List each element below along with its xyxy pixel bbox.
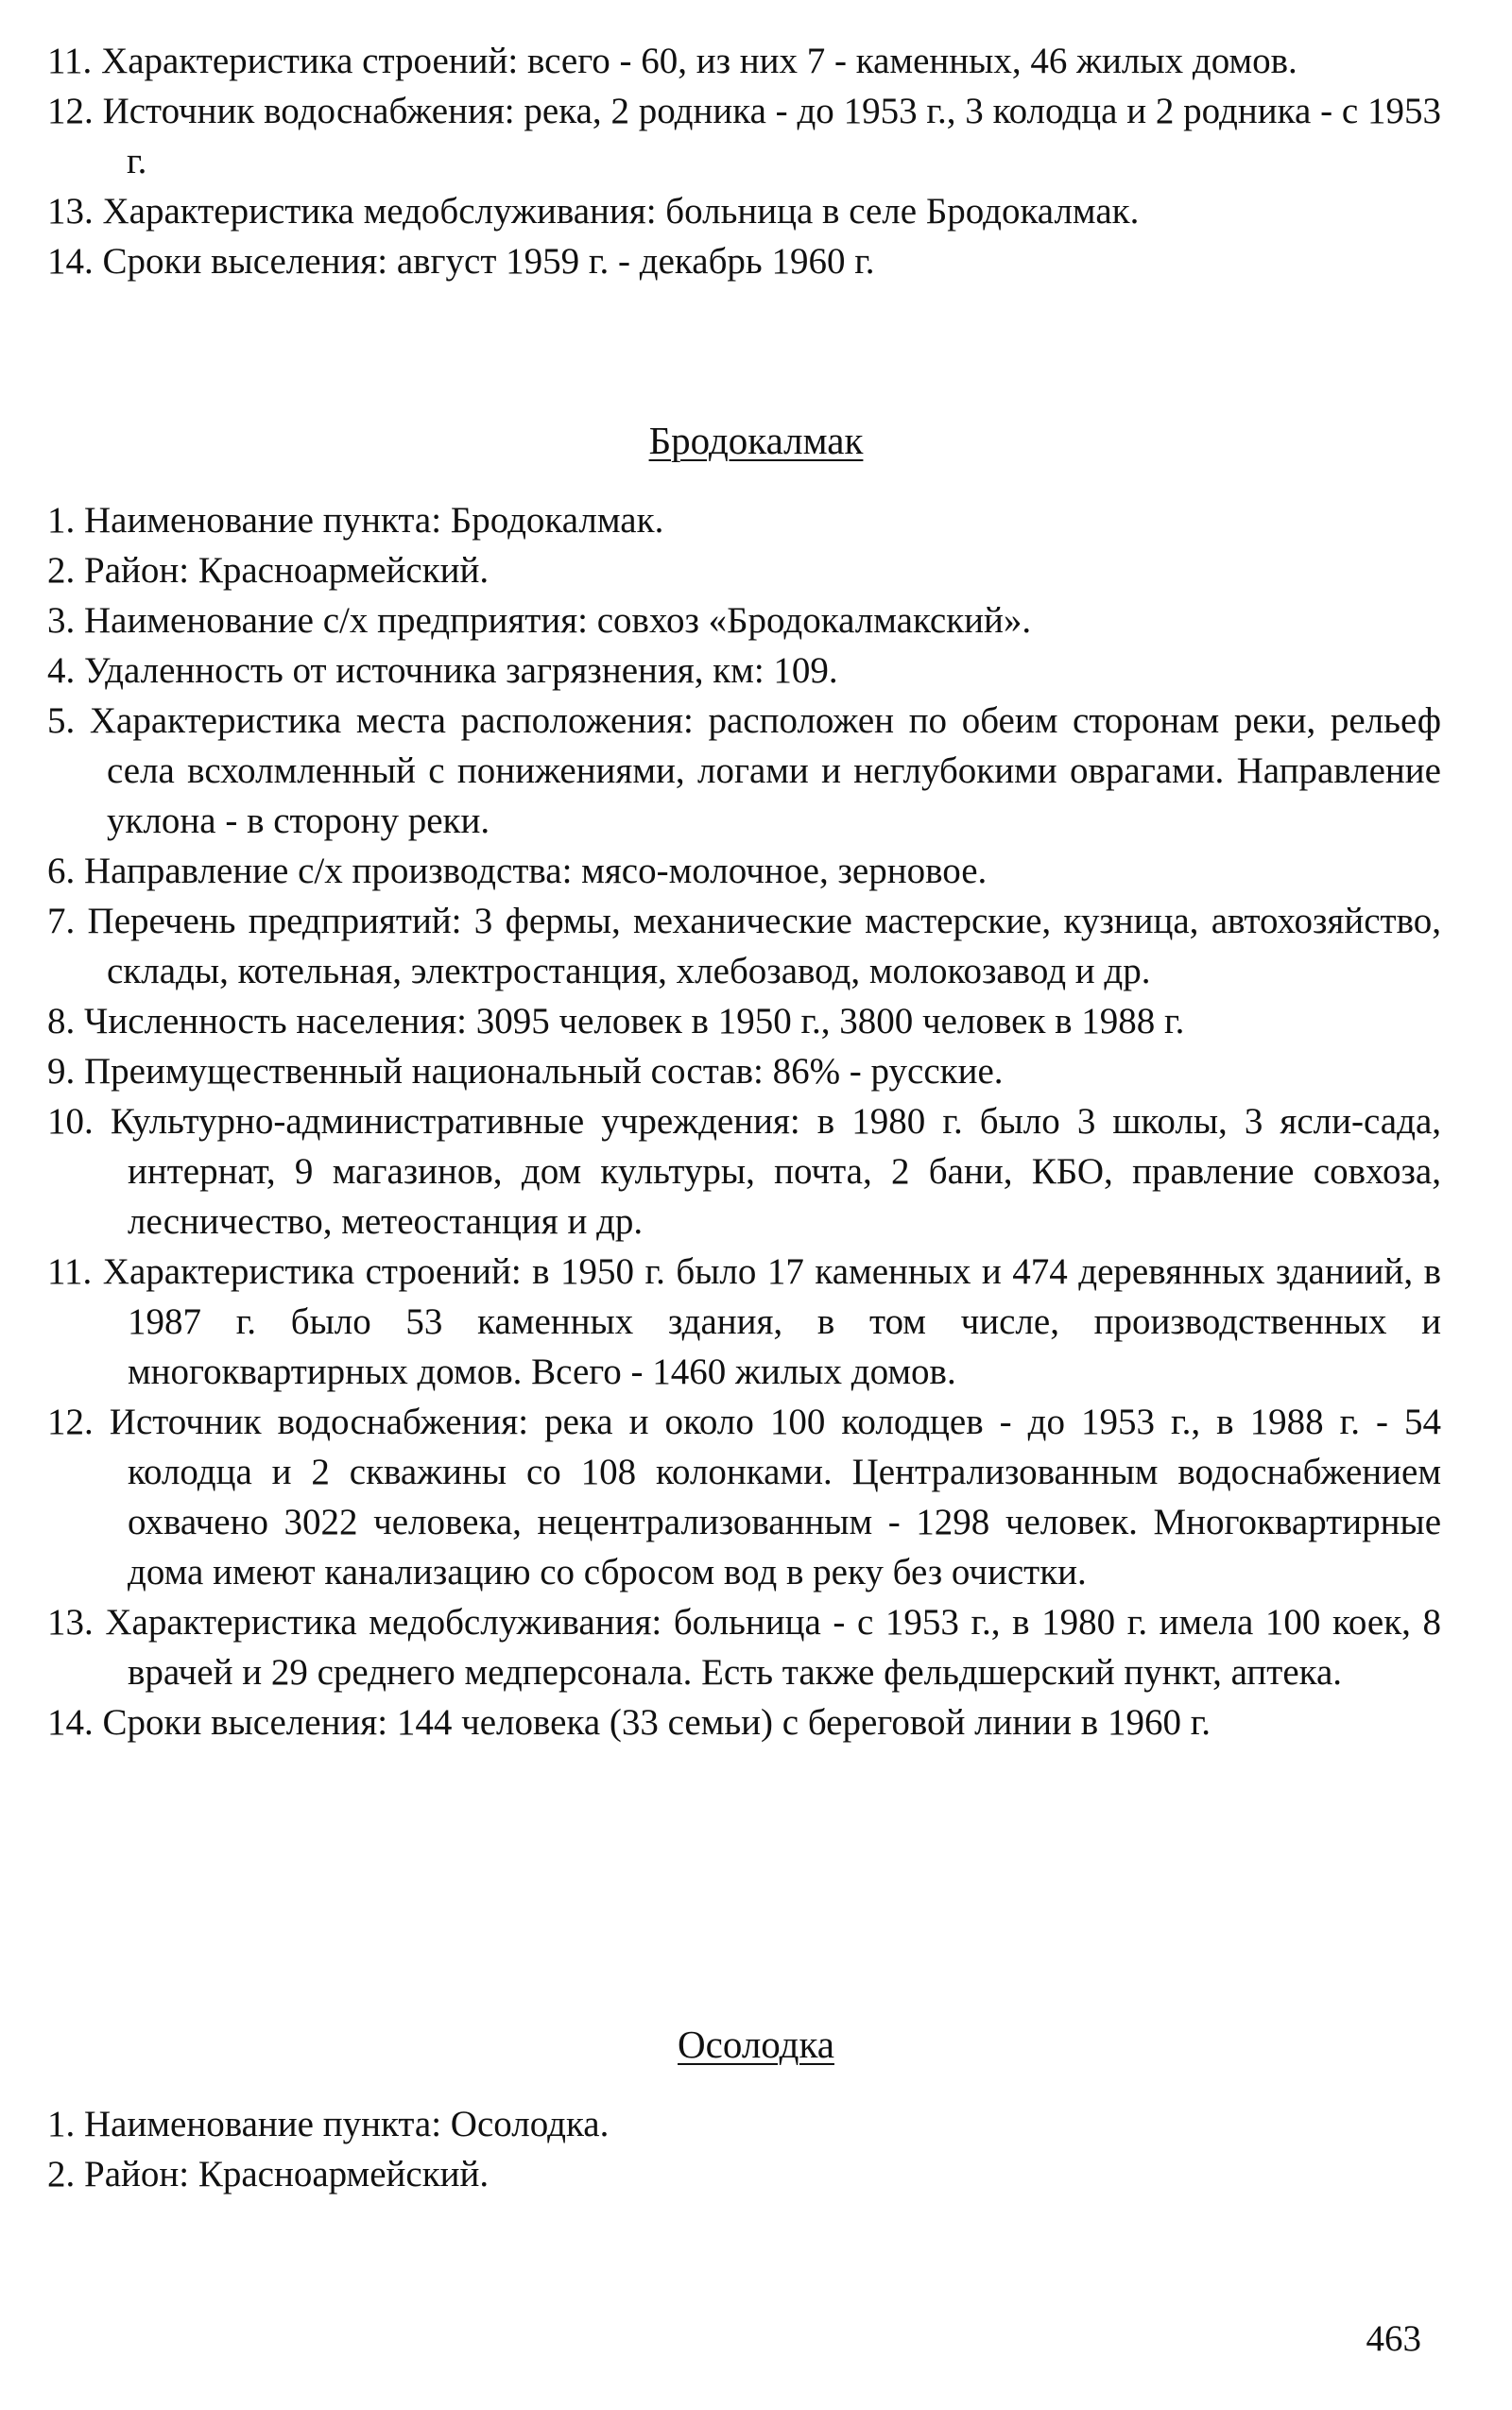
list-item	[47, 595, 1441, 646]
list-item	[47, 545, 1441, 595]
list-item	[47, 1046, 1441, 1096]
item-number: 2.	[47, 550, 76, 591]
item-number: 13.	[47, 191, 94, 232]
item-text: Культурно-административные учреждения: в 1980 г. было 3 школы, 3 ясли-сада, интернат, 9 магазинов, дом культуры, почта, 2 бани, КБО, правление совхоза, лесничество, метеостанция и др.	[110, 1101, 1442, 1242]
item-text: Характеристика строений: в 1950 г. было 17 каменных и 474 деревянных зданиий, в 1987 г. было 53 каменных здания, в том числе, производственных и многоквартирных домов. Всего - 1460 жилых домов.	[102, 1251, 1441, 1392]
item-number: 13.	[47, 1602, 94, 1643]
list-item	[47, 86, 1441, 186]
item-number: 11.	[47, 41, 93, 81]
item-number: 1.	[47, 2104, 76, 2144]
item-number: 7.	[47, 901, 76, 941]
item-number: 1.	[47, 500, 76, 541]
item-text: Наименование с/х предприятия: совхоз «Бродокалмакский».	[84, 600, 1032, 641]
section-heading-brodokalmak: Бродокалмак	[648, 419, 864, 462]
list-item	[47, 696, 1441, 846]
list-item	[47, 1247, 1441, 1397]
item-number: 12.	[47, 1402, 94, 1442]
item-text: Сроки выселения: 144 человека (33 семьи) с береговой линии в 1960 г.	[102, 1702, 1211, 1743]
list-item	[47, 996, 1441, 1046]
list-item	[47, 1597, 1441, 1697]
item-number: 2.	[47, 2154, 76, 2195]
list-item	[47, 2099, 1441, 2149]
item-text: Наименование пункта: Осолодка.	[84, 2104, 610, 2144]
item-number: 9.	[47, 1051, 76, 1092]
item-text: Источник водоснабжения: река и около 100 колодцев - до 1953 г., в 1988 г. - 54 колодца и 2 скважины со 108 колонками. Централизованным водоснабжением охвачено 3022 человека, нецентрализованным - 1298 человек. Многоквартирные дома имеют канализацию со сбросом вод в реку без очистки.	[109, 1402, 1442, 1592]
list-item	[47, 896, 1441, 996]
item-text: Наименование пункта: Бродокалмак.	[84, 500, 664, 541]
item-number: 10.	[47, 1101, 94, 1142]
item-number: 8.	[47, 1001, 76, 1041]
item-number: 6.	[47, 851, 76, 891]
item-number: 3.	[47, 600, 76, 641]
item-text: Сроки выселения: август 1959 г. - декабрь 1960 г.	[102, 241, 875, 282]
brodokalmak-list	[47, 495, 1441, 1747]
list-item	[47, 846, 1441, 896]
list-item	[47, 236, 1441, 286]
item-text: Источник водоснабжения: река, 2 родника - до 1953 г., 3 колодца и 2 родника - с 1953 г.	[102, 91, 1442, 181]
item-text: Характеристика места расположения: расположен по обеим сторонам реки, рельеф села всхолмленный с понижениями, логами и неглубокими оврагами. Направление уклона - в сторону реки.	[89, 700, 1441, 841]
page-number: 463	[1366, 2318, 1421, 2359]
item-text: Направление с/х производства: мясо-молочное, зерновое.	[84, 851, 988, 891]
item-number: 14.	[47, 1702, 94, 1743]
item-number: 5.	[47, 700, 76, 741]
item-text: Удаленность от источника загрязнения, км: 109.	[84, 650, 838, 691]
list-item	[47, 1096, 1441, 1247]
continuation-list	[47, 36, 1441, 286]
list-item	[47, 36, 1441, 86]
item-number: 4.	[47, 650, 76, 691]
list-item	[47, 495, 1441, 545]
item-text: Перечень предприятий: 3 фермы, механические мастерские, кузница, автохозяйство, склады, котельная, электростанция, хлебозавод, молокозавод и др.	[87, 901, 1441, 991]
list-item	[47, 1697, 1441, 1747]
osolodka-list	[47, 2099, 1441, 2199]
item-number: 12.	[47, 91, 94, 131]
item-number: 14.	[47, 241, 94, 282]
list-item	[47, 1397, 1441, 1597]
item-text: Характеристика медобслуживания: больница - с 1953 г., в 1980 г. имела 100 коек, 8 врачей и 29 среднего медперсонала. Есть также фельдшерский пункт, аптека.	[105, 1602, 1441, 1693]
item-text: Район: Красноармейский.	[84, 550, 490, 591]
item-text: Численность населения: 3095 человек в 1950 г., 3800 человек в 1988 г.	[84, 1001, 1185, 1041]
section-heading-osolodka: Осолодка	[678, 2023, 834, 2066]
item-text: Характеристика медобслуживания: больница в селе Бродокалмак.	[102, 191, 1140, 232]
list-item	[47, 186, 1441, 236]
item-text: Преимущественный национальный состав: 86% - русские.	[84, 1051, 1004, 1092]
item-number: 11.	[47, 1251, 93, 1292]
list-item	[47, 2149, 1441, 2199]
item-text: Характеристика строений: всего - 60, из них 7 - каменных, 46 жилых домов.	[101, 41, 1297, 81]
item-text: Район: Красноармейский.	[84, 2154, 490, 2195]
list-item	[47, 646, 1441, 696]
